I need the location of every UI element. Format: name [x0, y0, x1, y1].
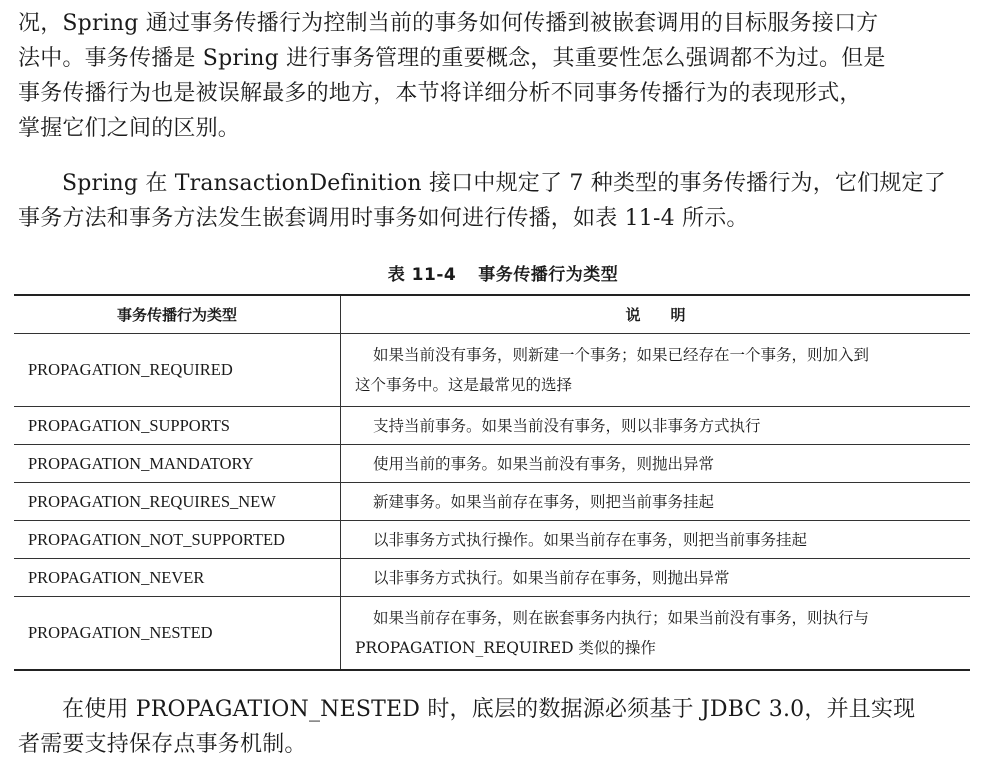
propagation-description	[341, 445, 971, 483]
table-row	[14, 521, 970, 559]
table-header-description: 说 明	[341, 295, 971, 334]
text-line: 事务方法和事务方法发生嵌套调用时事务如何进行传播，如表 11-4 所示。	[18, 206, 749, 231]
description-line: 新建事务。如果当前存在事务，则把当前事务挂起	[373, 492, 715, 511]
description-line: PROPAGATION_REQUIRED 类似的操作	[355, 639, 656, 657]
description-line: 这个事务中。这是最常见的选择	[355, 376, 573, 394]
description-line: 支持当前事务。如果当前没有事务，则以非事务方式执行	[373, 416, 761, 435]
propagation-name: PROPAGATION_REQUIRED	[14, 334, 341, 407]
text-line: 在使用 PROPAGATION_NESTED 时，底层的数据源必须基于 JDBC 3.0，并且实现	[62, 697, 916, 722]
description-line: 以非事务方式执行操作。如果当前存在事务，则把当前事务挂起	[373, 530, 808, 549]
paragraph-intro	[18, 6, 986, 146]
propagation-description	[341, 334, 971, 407]
propagation-name: PROPAGATION_SUPPORTS	[14, 407, 341, 445]
text-line: 事务传播行为也是被误解最多的地方，本节将详细分析不同事务传播行为的表现形式，	[18, 81, 862, 106]
table-header-row	[14, 295, 970, 334]
text-line: 况，Spring 通过事务传播行为控制当前的事务如何传播到被嵌套调用的目标服务接口方	[18, 11, 879, 36]
propagation-name: PROPAGATION_MANDATORY	[14, 445, 341, 483]
propagation-name: PROPAGATION_NEVER	[14, 559, 341, 597]
table-header-type: 事务传播行为类型	[14, 295, 341, 334]
table-row	[14, 334, 970, 407]
text-line: 者需要支持保存点事务机制。	[18, 732, 307, 757]
propagation-name: PROPAGATION_NOT_SUPPORTED	[14, 521, 341, 559]
description-line: 以非事务方式执行。如果当前存在事务，则抛出异常	[373, 568, 730, 587]
table-row	[14, 597, 970, 671]
paragraph-nested-note	[18, 692, 986, 762]
table-caption-number: 表 11-4	[387, 265, 457, 285]
propagation-name: PROPAGATION_REQUIRES_NEW	[14, 483, 341, 521]
propagation-description	[341, 521, 971, 559]
description-line: 如果当前存在事务，则在嵌套事务内执行；如果当前没有事务，则执行与	[373, 609, 870, 627]
table-row	[14, 483, 970, 521]
propagation-table	[14, 294, 970, 671]
text-line: 掌握它们之间的区别。	[18, 116, 241, 141]
propagation-description	[341, 407, 971, 445]
table-row	[14, 559, 970, 597]
propagation-name: PROPAGATION_NESTED	[14, 597, 341, 671]
propagation-description	[341, 597, 971, 671]
description-line: 如果当前没有事务，则新建一个事务；如果已经存在一个事务，则加入到	[373, 346, 870, 364]
table-row	[14, 407, 970, 445]
text-line: Spring 在 TransactionDefinition 接口中规定了 7 种类型的事务传播行为，它们规定了	[62, 171, 946, 196]
description-line: 使用当前的事务。如果当前没有事务，则抛出异常	[373, 454, 715, 473]
table-caption-title: 事务传播行为类型	[478, 265, 619, 285]
propagation-description	[341, 483, 971, 521]
text-line: 法中。事务传播是 Spring 进行事务管理的重要概念，其重要性怎么强调都不为过。但是	[18, 46, 886, 71]
propagation-description	[341, 559, 971, 597]
paragraph-propagation-types	[18, 166, 986, 236]
table-caption	[0, 260, 1006, 285]
table-row	[14, 445, 970, 483]
